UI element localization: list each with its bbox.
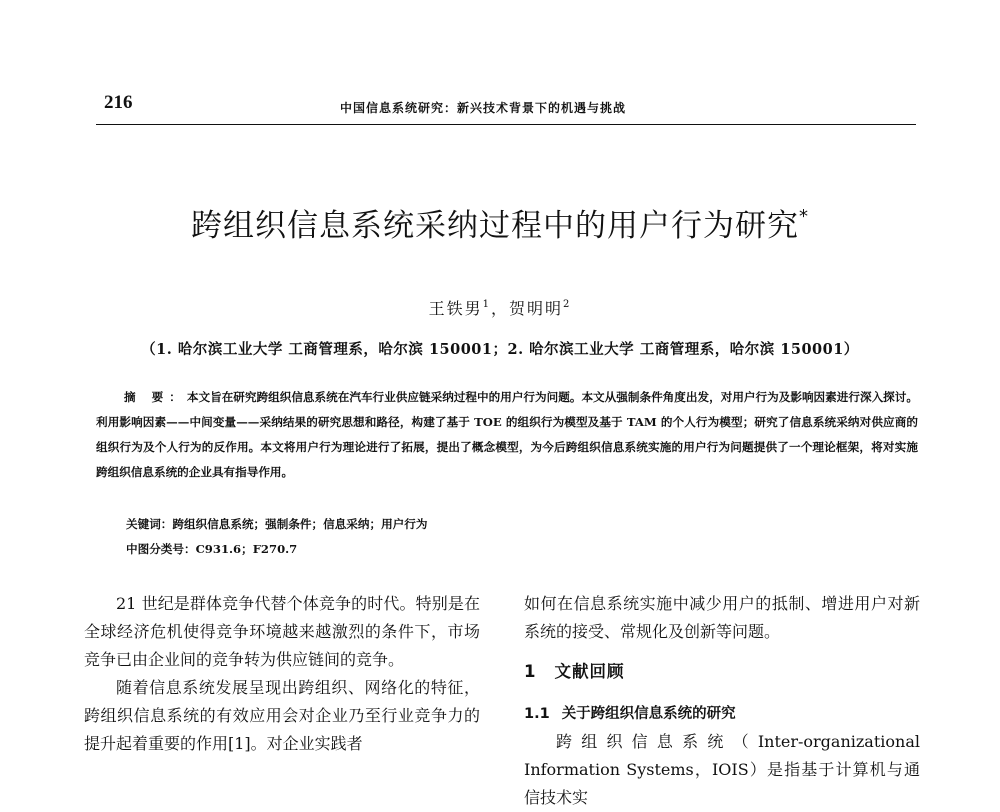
affiliation: （1. 哈尔滨工业大学 工商管理系，哈尔滨 150001；2. 哈尔滨工业大学 工商管理系，哈尔滨 150001）: [141, 341, 859, 358]
author-name: 王铁男: [428, 299, 483, 318]
section-number: 1: [524, 662, 537, 681]
author-affiliation-mark: 1: [482, 299, 491, 310]
body-paragraph: 21 世纪是群体竞争代替个体竞争的时代。特别是在全球经济危机使得竞争环境越来越激烈的条件下，市场竞争已由企业间的竞争转为供应链间的竞争。: [84, 594, 480, 669]
body-column-right: [524, 590, 920, 812]
header-rule: [96, 124, 916, 125]
article-title: [0, 200, 1000, 245]
title-footnote-mark: *: [799, 206, 809, 227]
subsection-heading: [524, 700, 920, 728]
keywords-line: [126, 516, 427, 532]
subsection-number: 1.1: [524, 706, 550, 722]
abstract: [96, 385, 918, 485]
author-affiliation-mark: 2: [563, 299, 572, 310]
author-separator: ，: [490, 299, 509, 318]
body-paragraph: 如何在信息系统实施中减少用户的抵制、增进用户对新系统的接受、常规化及创新等问题。: [524, 594, 920, 641]
author-line: [0, 296, 1000, 319]
body-column-left: [84, 590, 480, 758]
running-head: 中国信息系统研究：新兴技术背景下的机遇与挑战: [340, 101, 627, 115]
abstract-text: 本文旨在研究跨组织信息系统在汽车行业供应链采纳过程中的用户行为问题。本文从强制条件角度出发，对用户行为及影响因素进行深入探讨。利用影响因素——中间变量——采纳结果的研究思想和路径，构建了基于 TOE 的组织行为模型及基于 TAM 的个人行为模型；研究了信息系统采纳对供应商的组织行为及个人行为的反作用。本文将用户行为理论进行了拓展，提出了概念模型，为今后跨组织信息系统实施的用户行为问题提供了一个理论框架，将对实施跨组织信息系统的企业具有指导作用。: [96, 390, 918, 479]
clc-text: C931.6；F270.7: [195, 542, 298, 556]
page-number: 216: [104, 92, 133, 113]
section-heading: [524, 658, 920, 686]
abstract-label: 摘 要：: [124, 390, 187, 404]
body-paragraph: 随着信息系统发展呈现出跨组织、网络化的特征，跨组织信息系统的有效应用会对企业乃至行业竞争力的提升起着重要的作用[1]。对企业实践者: [84, 678, 480, 753]
keywords-label: 关键词：: [126, 517, 173, 531]
subsection-title: 关于跨组织信息系统的研究: [561, 706, 736, 722]
body-paragraph: 跨组织信息系统（Inter-organizational Information Systems，IOIS）是指基于计算机与通信技术实: [524, 732, 920, 807]
keywords-text: 跨组织信息系统；强制条件；信息采纳；用户行为: [172, 517, 428, 531]
author-name: 贺明明: [509, 299, 564, 318]
clc-label: 中图分类号：: [126, 542, 196, 556]
section-title: 文献回顾: [554, 662, 625, 681]
clc-line: [126, 541, 297, 557]
title-text: 跨组织信息系统采纳过程中的用户行为研究: [191, 208, 799, 244]
